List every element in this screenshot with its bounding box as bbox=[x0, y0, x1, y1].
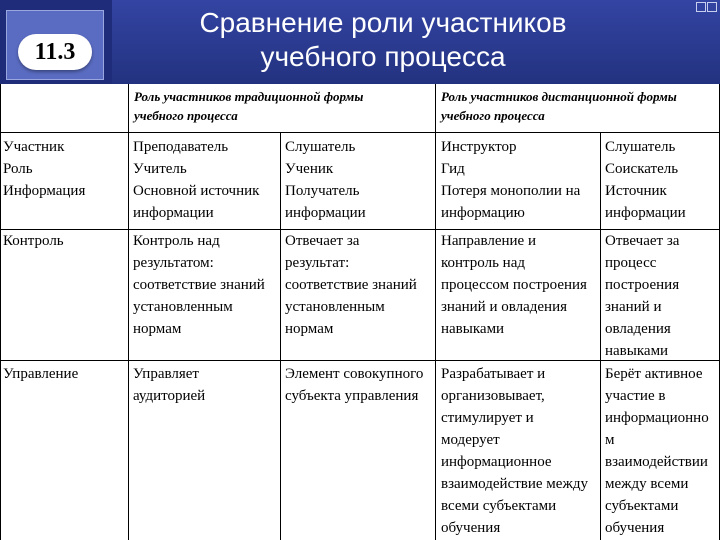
column-divider-2 bbox=[435, 84, 436, 540]
row-3-dist-student: Берёт активное участие в информационно м взаимодействии между всеми субъектами обучения bbox=[605, 366, 709, 536]
title-line-1: Сравнение роли участников bbox=[199, 7, 567, 38]
header-traditional: Роль участников традиционной формы учебного процесса bbox=[134, 89, 364, 123]
column-divider-3 bbox=[280, 132, 281, 540]
slide-header bbox=[0, 0, 720, 84]
row-2-dist-instructor: Направление и контроль над процессом построения знаний и овладения навыками bbox=[441, 233, 587, 337]
row-2-label: Контроль bbox=[3, 233, 64, 249]
row-1-trad-student: Слушатель Ученик Получатель информации bbox=[285, 139, 366, 221]
row-1-dist-instructor: Инструктор Гид Потеря монополии на информацию bbox=[441, 139, 581, 221]
row-3-trad-student: Элемент совокупного субъекта управления bbox=[285, 366, 424, 404]
column-divider-1 bbox=[128, 84, 129, 540]
row-1-dist-student: Слушатель Соискатель Источник информации bbox=[605, 139, 686, 221]
header-left-panel bbox=[0, 0, 112, 84]
row-2-dist-student: Отвечает за процесс построения знаний и овладения навыками bbox=[605, 233, 680, 359]
comparison-table bbox=[0, 84, 720, 540]
row-1-trad-teacher: Преподаватель Учитель Основной источник информации bbox=[133, 139, 260, 221]
row-3-trad-teacher: Управляет аудиторией bbox=[133, 366, 206, 404]
column-divider-4 bbox=[600, 132, 601, 540]
header-row-divider bbox=[0, 132, 720, 133]
title-line-2: учебного процесса bbox=[260, 41, 506, 72]
row-3-label: Управление bbox=[3, 366, 79, 382]
slide-number-badge bbox=[18, 34, 92, 70]
row-1-label: Участник Роль Информация bbox=[3, 139, 86, 199]
row-2-trad-student: Отвечает за результат: соответствие знаний установленным нормам bbox=[285, 233, 417, 337]
table-border-left bbox=[0, 84, 1, 540]
slide-title bbox=[118, 6, 648, 74]
slide-number: 11.3 bbox=[34, 38, 76, 65]
corner-decoration-icon bbox=[694, 0, 720, 16]
row-2-trad-teacher: Контроль над результатом: соответствие знаний установленным нормам bbox=[133, 233, 265, 337]
row-3-dist-instructor: Разрабатывает и организовывает, стимулирует и модерует информационное взаимодействие между всеми субъектами обучения bbox=[441, 366, 588, 536]
header-distance: Роль участников дистанционной формы учебного процесса bbox=[441, 89, 677, 123]
